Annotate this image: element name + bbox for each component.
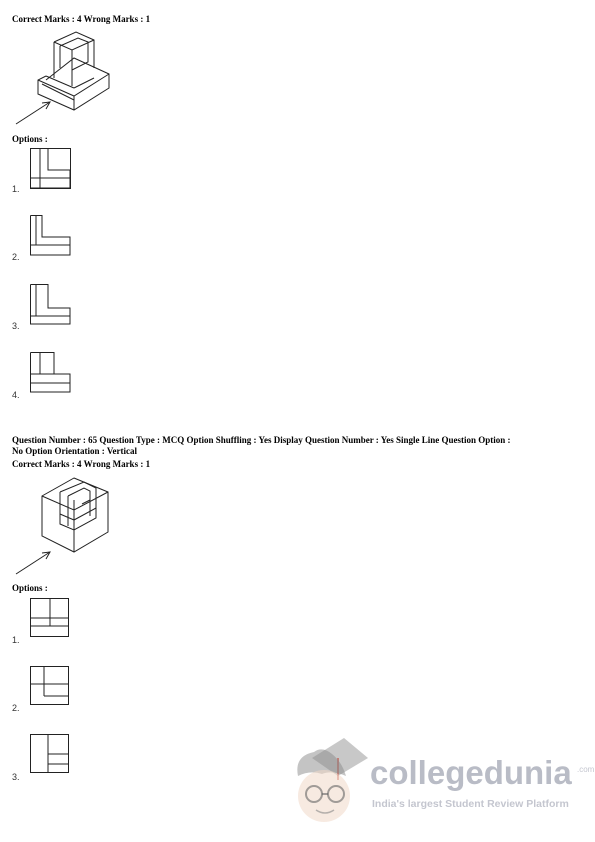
watermark-tld: .com	[577, 765, 595, 774]
q64-options-label: Options :	[12, 134, 48, 144]
q64-option-2-number: 2.	[12, 252, 20, 262]
q64-option-3-number: 3.	[12, 321, 20, 331]
watermark-tagline: India's largest Student Review Platform	[372, 798, 569, 810]
q64-option-4-figure[interactable]	[30, 352, 72, 394]
q65-option-2-number: 2.	[12, 703, 20, 713]
q65-view-arrow	[14, 548, 54, 578]
q65-option-3-figure[interactable]	[30, 734, 72, 776]
q65-option-3-number: 3.	[12, 772, 20, 782]
q64-option-1-number: 1.	[12, 184, 20, 194]
q64-option-2-figure[interactable]	[30, 215, 72, 257]
q65-options-label: Options :	[12, 583, 48, 593]
watermark-brand-name: collegedunia	[370, 754, 572, 791]
q64-view-arrow	[14, 98, 54, 128]
collegedunia-mascot-logo	[292, 736, 370, 826]
q65-header-line1: Question Number : 65 Question Type : MCQ Option Shuffling : Yes Display Question Number : Yes Single Line Question Option :	[12, 435, 511, 445]
q65-option-1-figure[interactable]	[30, 598, 72, 640]
q64-option-3-figure[interactable]	[30, 284, 72, 326]
q64-option-4-number: 4.	[12, 390, 20, 400]
q65-header-line2: No Option Orientation : Vertical	[12, 446, 137, 456]
q65-option-2-figure[interactable]	[30, 666, 72, 708]
q65-marks: Correct Marks : 4 Wrong Marks : 1	[12, 459, 151, 469]
q64-option-1-figure[interactable]	[30, 148, 72, 190]
q65-option-1-number: 1.	[12, 635, 20, 645]
q64-marks: Correct Marks : 4 Wrong Marks : 1	[12, 14, 151, 24]
